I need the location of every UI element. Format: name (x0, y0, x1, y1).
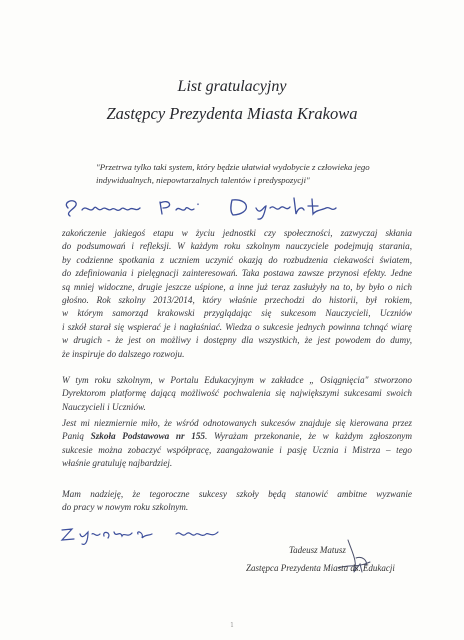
paragraph-line: głośno. Rok szkolny 2013/2014, który właśnie przechodzi do historii, był rokiem, (62, 295, 412, 306)
paragraph-line: że inspiruje do dalszego rozwoju. (62, 348, 185, 359)
quote-line: "Przetrwa tylko taki system, który będzie ułatwiał wydobycie z człowieka jego (96, 162, 370, 172)
quote-line: indywidualnych, niepowtarzalnych talentów i predyspozycji" (96, 175, 310, 185)
paragraph-1 (62, 227, 412, 361)
paragraph-line: do podsumowań i refleksji. W każdym roku szkolnym nauczyciele podejmują starania, (62, 241, 412, 252)
paragraph-line: są mniej widoczne, drugie jeszcze uśpione, a inne już teraz zasłużyły na to, by było o nich (62, 281, 412, 292)
paragraph-line: właśnie gratuluję najbardziej. (62, 458, 173, 469)
letter-subtitle: Zastępcy Prezydenta Miasta Krakowa (106, 104, 358, 123)
text-fragment: . Wyrażam przekonanie, że w każdym zgłoszonym (205, 431, 412, 442)
paragraph-line: Jest mi niezmiernie miło, że wśród odnotowanych sukcesów znajduje się kierowana przez (62, 418, 412, 428)
paragraph-2 (62, 374, 412, 414)
letter-title: List gratulacyjny (177, 78, 287, 95)
paragraph-line: zakończenie jakiegoś etapu w życiu jednostki czy społeczności, zazwyczaj skłania (62, 228, 412, 238)
handwritten-closing (58, 520, 258, 546)
paragraph-4 (62, 488, 412, 515)
paragraph-line: do zdefiniowania i pielęgnacji zainteresowań. Taka postawa zawsze przynosi efekty. Jedne (62, 268, 412, 279)
page-number: 1 (230, 622, 234, 629)
paragraph-line: Mam nadzieję, że tegoroczne sukcesy szkoły będą stanowić ambitne wyzwanie (62, 489, 412, 499)
paragraph-line: w drugich - że jest on możliwy i dostępny dla wszystkich, że jest powodem do dumy, (62, 335, 412, 346)
paragraph-line: Nauczycieli i Uczniów. (62, 401, 146, 412)
paragraph-line: i szkół starał się wspierać je i nagłaśniać. Wiedza o sukcesie jednych powinna tchnąć wiarę (62, 321, 412, 332)
paragraph-line: W tym roku szkolnym, w Portalu Edukacyjnym w zakładce „ Osiągnięcia" stworzono (62, 375, 412, 385)
paragraph-line (62, 430, 412, 443)
paragraph-line: by codzienne spotkania z uczniem uczynić okazją do rozbudzenia ciekawości światem, (62, 254, 412, 265)
signer-name: Tadeusz Matusz (289, 545, 346, 555)
paragraph-line: Dyrektorom platformę dającą możliwość pochwalenia się największymi sukcesami swoich (62, 388, 412, 399)
paragraph-3 (62, 417, 412, 471)
text-fragment: Panią (62, 431, 91, 442)
paragraph-line: w którym samorząd krakowski przyglądając się sukcesom Nauczycieli, Uczniów (62, 308, 412, 319)
epigraph-quote (96, 161, 426, 187)
signer-title: Zastępca Prezydenta Miasta ds. Edukacji (246, 563, 395, 573)
signature-block (246, 541, 436, 577)
handwritten-salutation (60, 194, 360, 220)
paragraph-line: sukcesie można zobaczyć współpracę, zaangażowanie i pasję Ucznia i Mistrza – tego (62, 444, 412, 455)
paragraph-line: do pracy w nowym roku szkolnym. (62, 502, 189, 513)
school-name: Szkoła Podstawowa nr 155 (90, 431, 206, 442)
